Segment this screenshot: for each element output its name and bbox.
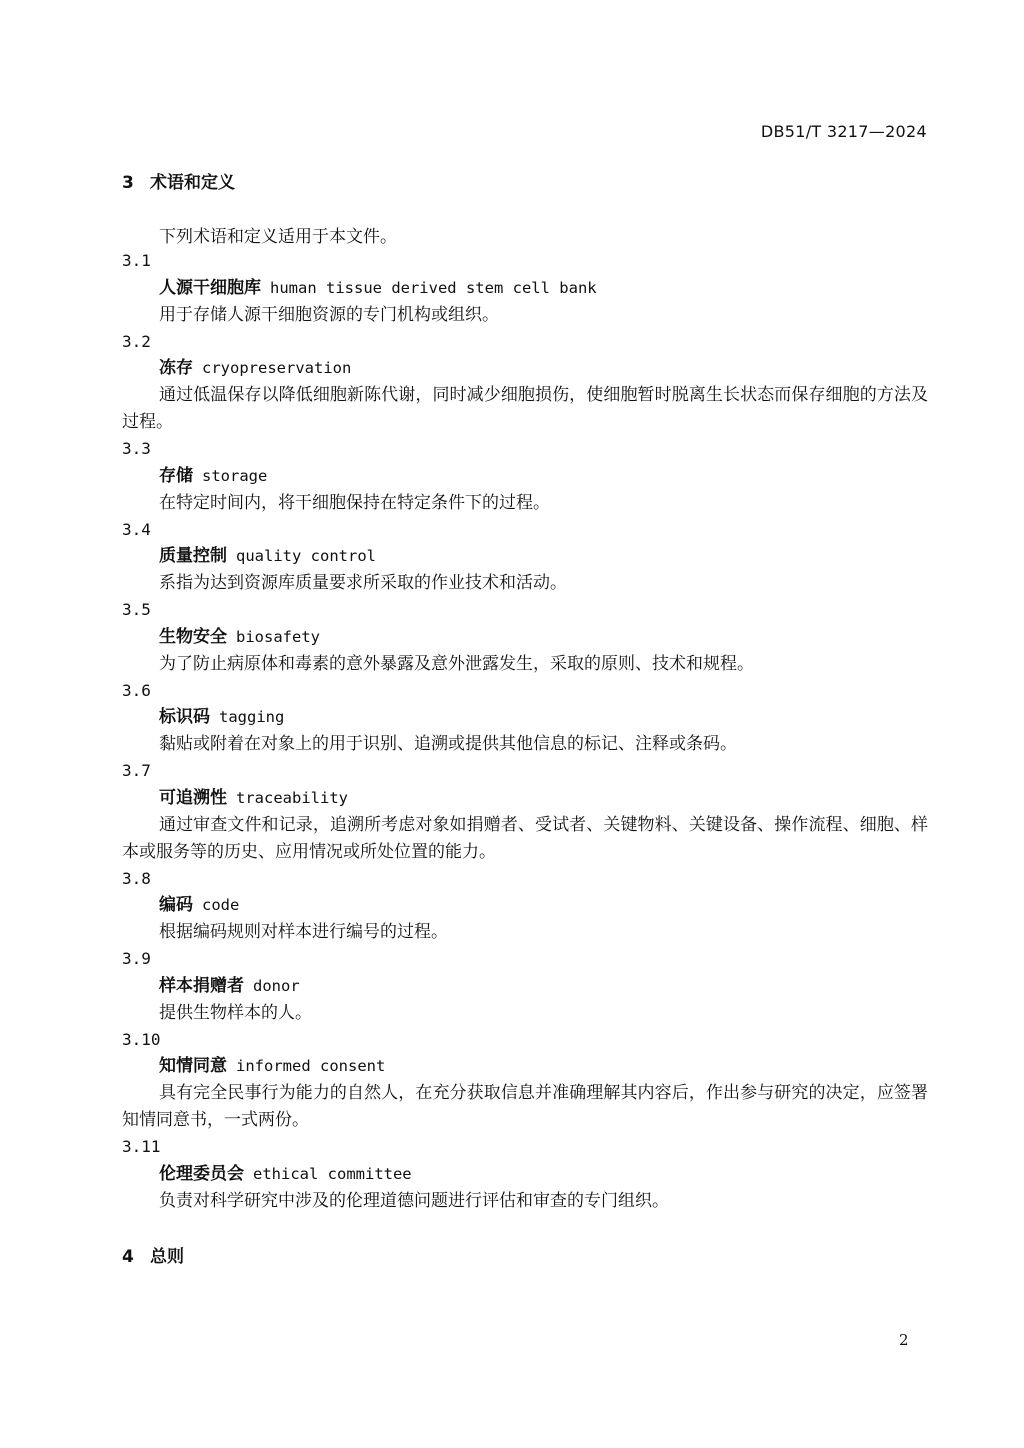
term-en: storage xyxy=(202,466,268,485)
term-entry xyxy=(122,436,928,517)
term-title xyxy=(122,624,928,651)
term-zh: 冻存 xyxy=(159,358,193,378)
section-4-heading xyxy=(122,1242,184,1267)
term-number: 3.9 xyxy=(122,949,151,968)
term-title xyxy=(122,355,928,382)
term-title xyxy=(122,463,928,490)
term-definition: 黏贴或附着在对象上的用于识别、追溯或提供其他信息的标记、注释或条码。 xyxy=(159,734,737,754)
term-title xyxy=(122,1053,928,1080)
term-definition: 通过低温保存以降低细胞新陈代谢，同时减少细胞损伤，使细胞暂时脱离生长状态而保存细胞的方法及过程。 xyxy=(122,385,928,432)
term-zh: 标识码 xyxy=(159,707,210,727)
term-zh: 可追溯性 xyxy=(159,787,227,808)
section-4-title: 总则 xyxy=(150,1247,184,1267)
section-4-number: 4 xyxy=(122,1247,134,1267)
term-number: 3.2 xyxy=(122,331,151,351)
term-entry xyxy=(122,866,928,947)
term-definition: 具有完全民事行为能力的自然人，在充分获取信息并准确理解其内容后，作出参与研究的决定，应签署知情同意书，一式两份。 xyxy=(122,1083,928,1130)
term-entry xyxy=(122,678,928,759)
term-entry xyxy=(122,758,928,866)
term-title xyxy=(122,1161,928,1188)
term-zh: 知情同意 xyxy=(159,1056,227,1076)
term-definition: 根据编码规则对样本进行编号的过程。 xyxy=(159,922,448,942)
term-definition: 提供生物样本的人。 xyxy=(159,1002,312,1023)
term-definition: 通过审查文件和记录，追溯所考虑对象如捐赠者、受试者、关键物料、关键设备、操作流程、细胞、样本或服务等的历史、应用情况或所处位置的能力。 xyxy=(122,814,928,862)
term-number: 3.7 xyxy=(122,761,151,780)
term-zh: 伦理委员会 xyxy=(159,1163,244,1184)
term-title xyxy=(122,785,928,812)
term-entry xyxy=(122,1134,928,1215)
term-title xyxy=(122,275,928,302)
term-en: biosafety xyxy=(236,627,320,646)
term-entry xyxy=(122,946,928,1027)
section-3-intro: 下列术语和定义适用于本文件。 xyxy=(159,227,397,247)
term-zh: 样本捐赠者 xyxy=(159,975,244,996)
term-entry xyxy=(122,597,928,678)
term-entry xyxy=(122,1027,928,1135)
term-number: 3.6 xyxy=(122,680,151,700)
term-title xyxy=(122,892,928,919)
term-zh: 质量控制 xyxy=(159,546,227,566)
term-en: informed consent xyxy=(236,1057,386,1075)
section-3-number: 3 xyxy=(122,173,134,193)
term-title xyxy=(122,704,928,731)
term-zh: 编码 xyxy=(159,895,193,915)
term-en: tagging xyxy=(219,708,285,726)
term-entry xyxy=(122,517,928,598)
term-entry xyxy=(122,329,928,437)
term-number: 3.10 xyxy=(122,1029,161,1049)
term-number: 3.4 xyxy=(122,519,151,539)
term-en: human tissue derived stem cell bank xyxy=(270,278,597,297)
term-list xyxy=(122,248,928,1215)
document-code: DB51/T 3217—2024 xyxy=(760,122,927,141)
term-title xyxy=(122,543,928,570)
term-number: 3.3 xyxy=(122,439,151,458)
term-zh: 人源干细胞库 xyxy=(159,277,261,298)
section-3-title: 术语和定义 xyxy=(150,173,235,193)
term-number: 3.11 xyxy=(122,1137,161,1156)
term-title xyxy=(122,973,928,1000)
term-en: code xyxy=(202,896,240,914)
term-en: donor xyxy=(253,976,300,995)
term-en: cryopreservation xyxy=(202,359,352,377)
term-definition: 为了防止病原体和毒素的意外暴露及意外泄露发生，采取的原则、技术和规程。 xyxy=(159,653,754,674)
term-number: 3.8 xyxy=(122,868,151,888)
term-en: ethical committee xyxy=(253,1164,412,1183)
term-definition: 系指为达到资源库质量要求所采取的作业技术和活动。 xyxy=(159,573,567,593)
term-definition: 在特定时间内，将干细胞保持在特定条件下的过程。 xyxy=(159,492,550,513)
term-en: traceability xyxy=(236,788,348,807)
section-3-heading xyxy=(122,168,235,193)
term-definition: 用于存储人源干细胞资源的专门机构或组织。 xyxy=(159,304,499,325)
page-number: 2 xyxy=(899,1331,909,1349)
term-en: quality control xyxy=(236,547,376,565)
term-zh: 生物安全 xyxy=(159,626,227,647)
term-number: 3.5 xyxy=(122,600,151,619)
term-definition: 负责对科学研究中涉及的伦理道德问题进行评估和审查的专门组织。 xyxy=(159,1190,669,1211)
term-entry xyxy=(122,248,928,329)
term-number: 3.1 xyxy=(122,251,151,270)
term-zh: 存储 xyxy=(159,465,193,486)
